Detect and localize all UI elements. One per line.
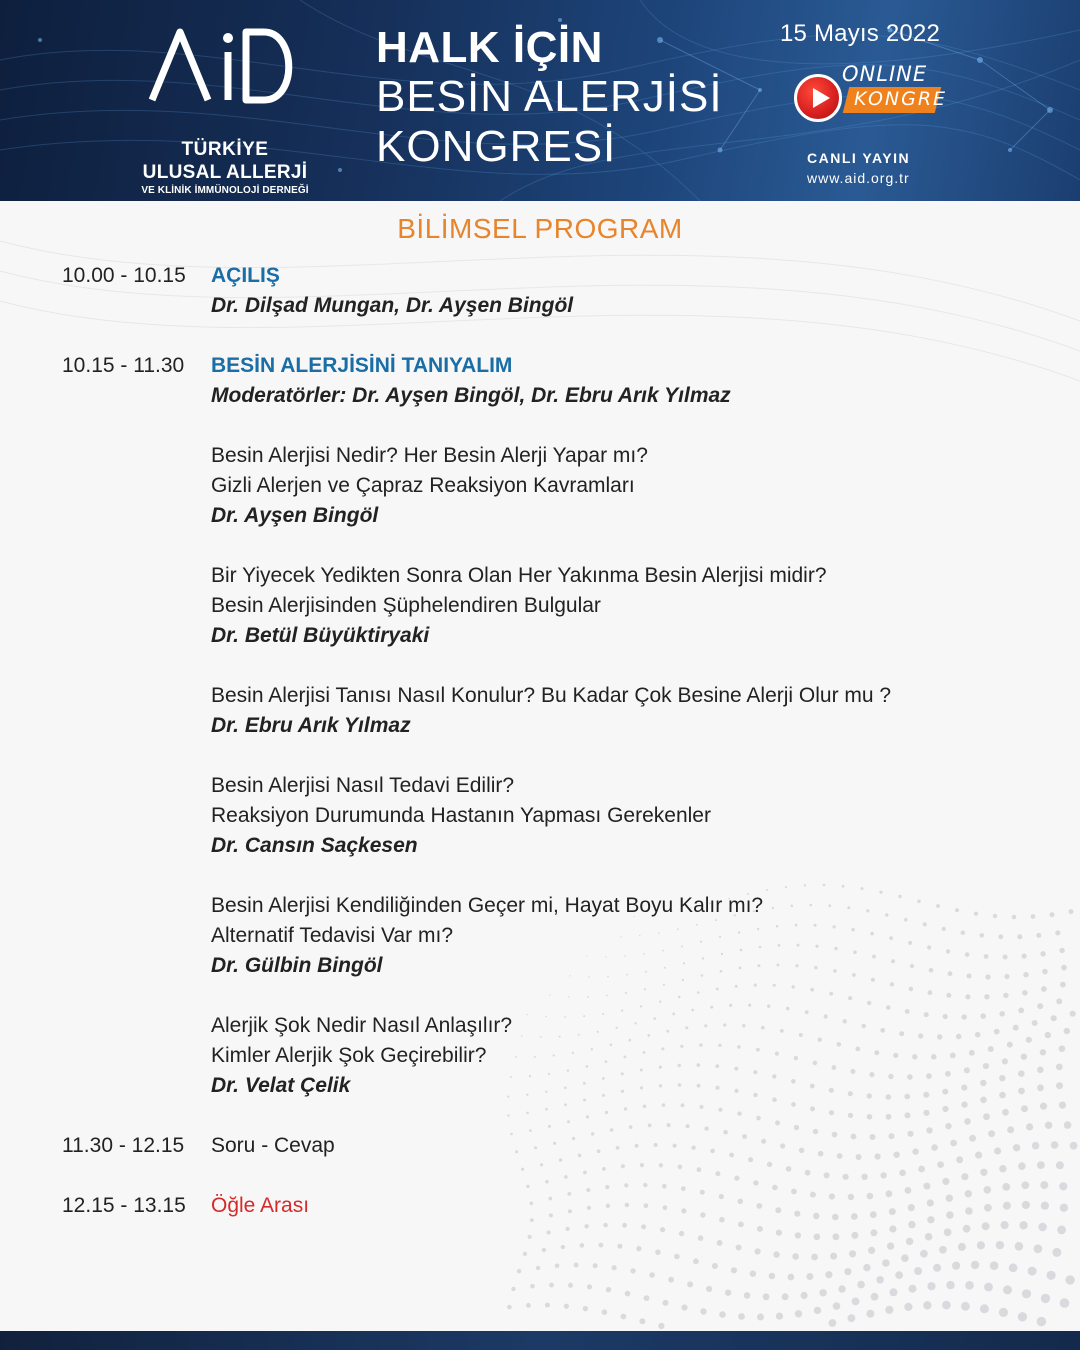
- session-heading: AÇILIŞ: [211, 264, 280, 287]
- aid-logo-mark: [146, 26, 306, 116]
- session-heading: BESİN ALERJİSİNİ TANIYALIM: [211, 354, 513, 377]
- talk-speaker: Dr. Velat Çelik: [211, 1074, 351, 1097]
- talk-title-line: Alerjik Şok Nedir Nasıl Anlaşılır?: [211, 1014, 513, 1037]
- session-time: 10.15 - 11.30: [62, 354, 185, 377]
- talk-title-line: Besin Alerjisi Nedir? Her Besin Alerji Yapar mı?: [211, 444, 648, 467]
- lunch-break-label: Öğle Arası: [211, 1194, 310, 1217]
- talk-speaker: Dr. Gülbin Bingöl: [211, 954, 383, 977]
- session-time: 12.15 - 13.15: [62, 1194, 186, 1217]
- talk-speaker: Dr. Ebru Arık Yılmaz: [211, 714, 411, 737]
- logo-text-turkiye: TÜRKİYE: [181, 139, 269, 160]
- online-kongre-badge: [794, 62, 948, 124]
- talk-title-line: Kimler Alerjik Şok Geçirebilir?: [211, 1044, 487, 1067]
- logo-text-dernek: VE KLİNİK İMMÜNOLOJİ DERNEĞİ: [141, 185, 309, 196]
- talk-title-line: Besin Alerjisinden Şüphelendiren Bulgular: [211, 594, 601, 617]
- session-time: 11.30 - 12.15: [62, 1134, 185, 1157]
- session-speakers: Dr. Dilşad Mungan, Dr. Ayşen Bingöl: [211, 294, 574, 317]
- talk-title-line: Alternatif Tedavisi Var mı?: [211, 924, 453, 947]
- talk-speaker: Dr. Cansın Saçkesen: [211, 834, 418, 857]
- event-title-line2: BESİN ALERJİSİ: [376, 72, 723, 121]
- logo-text-ulusal-allerji: ULUSAL ALLERJİ: [142, 162, 308, 183]
- talk-speaker: Dr. Ayşen Bingöl: [211, 504, 379, 527]
- aid-logo: [120, 22, 330, 196]
- event-title-line1: HALK İÇİN: [376, 23, 603, 72]
- event-title: [376, 24, 723, 172]
- session-moderators: Moderatörler: Dr. Ayşen Bingöl, Dr. Ebru Arık Yılmaz: [211, 384, 731, 407]
- website-link[interactable]: www.aid.org.tr: [807, 170, 910, 186]
- program-title: BİLİMSEL PROGRAM: [397, 213, 683, 244]
- session-time: 10.00 - 10.15: [62, 264, 186, 287]
- header-banner: [0, 0, 1080, 201]
- talk-title-line: Besin Alerjisi Kendiliğinden Geçer mi, Hayat Boyu Kalır mı?: [211, 894, 764, 917]
- play-button-icon: [794, 74, 842, 122]
- talk-speaker: Dr. Betül Büyüktiryaki: [211, 624, 430, 647]
- badge-kongre-text: KONGRE: [854, 88, 948, 110]
- badge-online-text: ONLINE: [842, 62, 928, 86]
- talk-title-line: Bir Yiyecek Yedikten Sonra Olan Her Yakınma Besin Alerjisi midir?: [211, 564, 827, 587]
- talk-title-line: Reaksiyon Durumunda Hastanın Yapması Gerekenler: [211, 804, 711, 827]
- talk-title-line: Besin Alerjisi Nasıl Tedavi Edilir?: [211, 774, 515, 797]
- session-label: Soru - Cevap: [211, 1134, 335, 1157]
- footer-bar: [0, 1331, 1080, 1350]
- event-title-line3: KONGRESİ: [376, 122, 617, 171]
- event-date: 15 Mayıs 2022: [780, 20, 941, 47]
- talk-title-line: Besin Alerjisi Tanısı Nasıl Konulur? Bu Kadar Çok Besine Alerji Olur mu ?: [211, 684, 892, 707]
- live-stream-label: CANLI YAYIN: [807, 150, 911, 166]
- talk-title-line: Gizli Alerjen ve Çapraz Reaksiyon Kavramları: [211, 474, 635, 497]
